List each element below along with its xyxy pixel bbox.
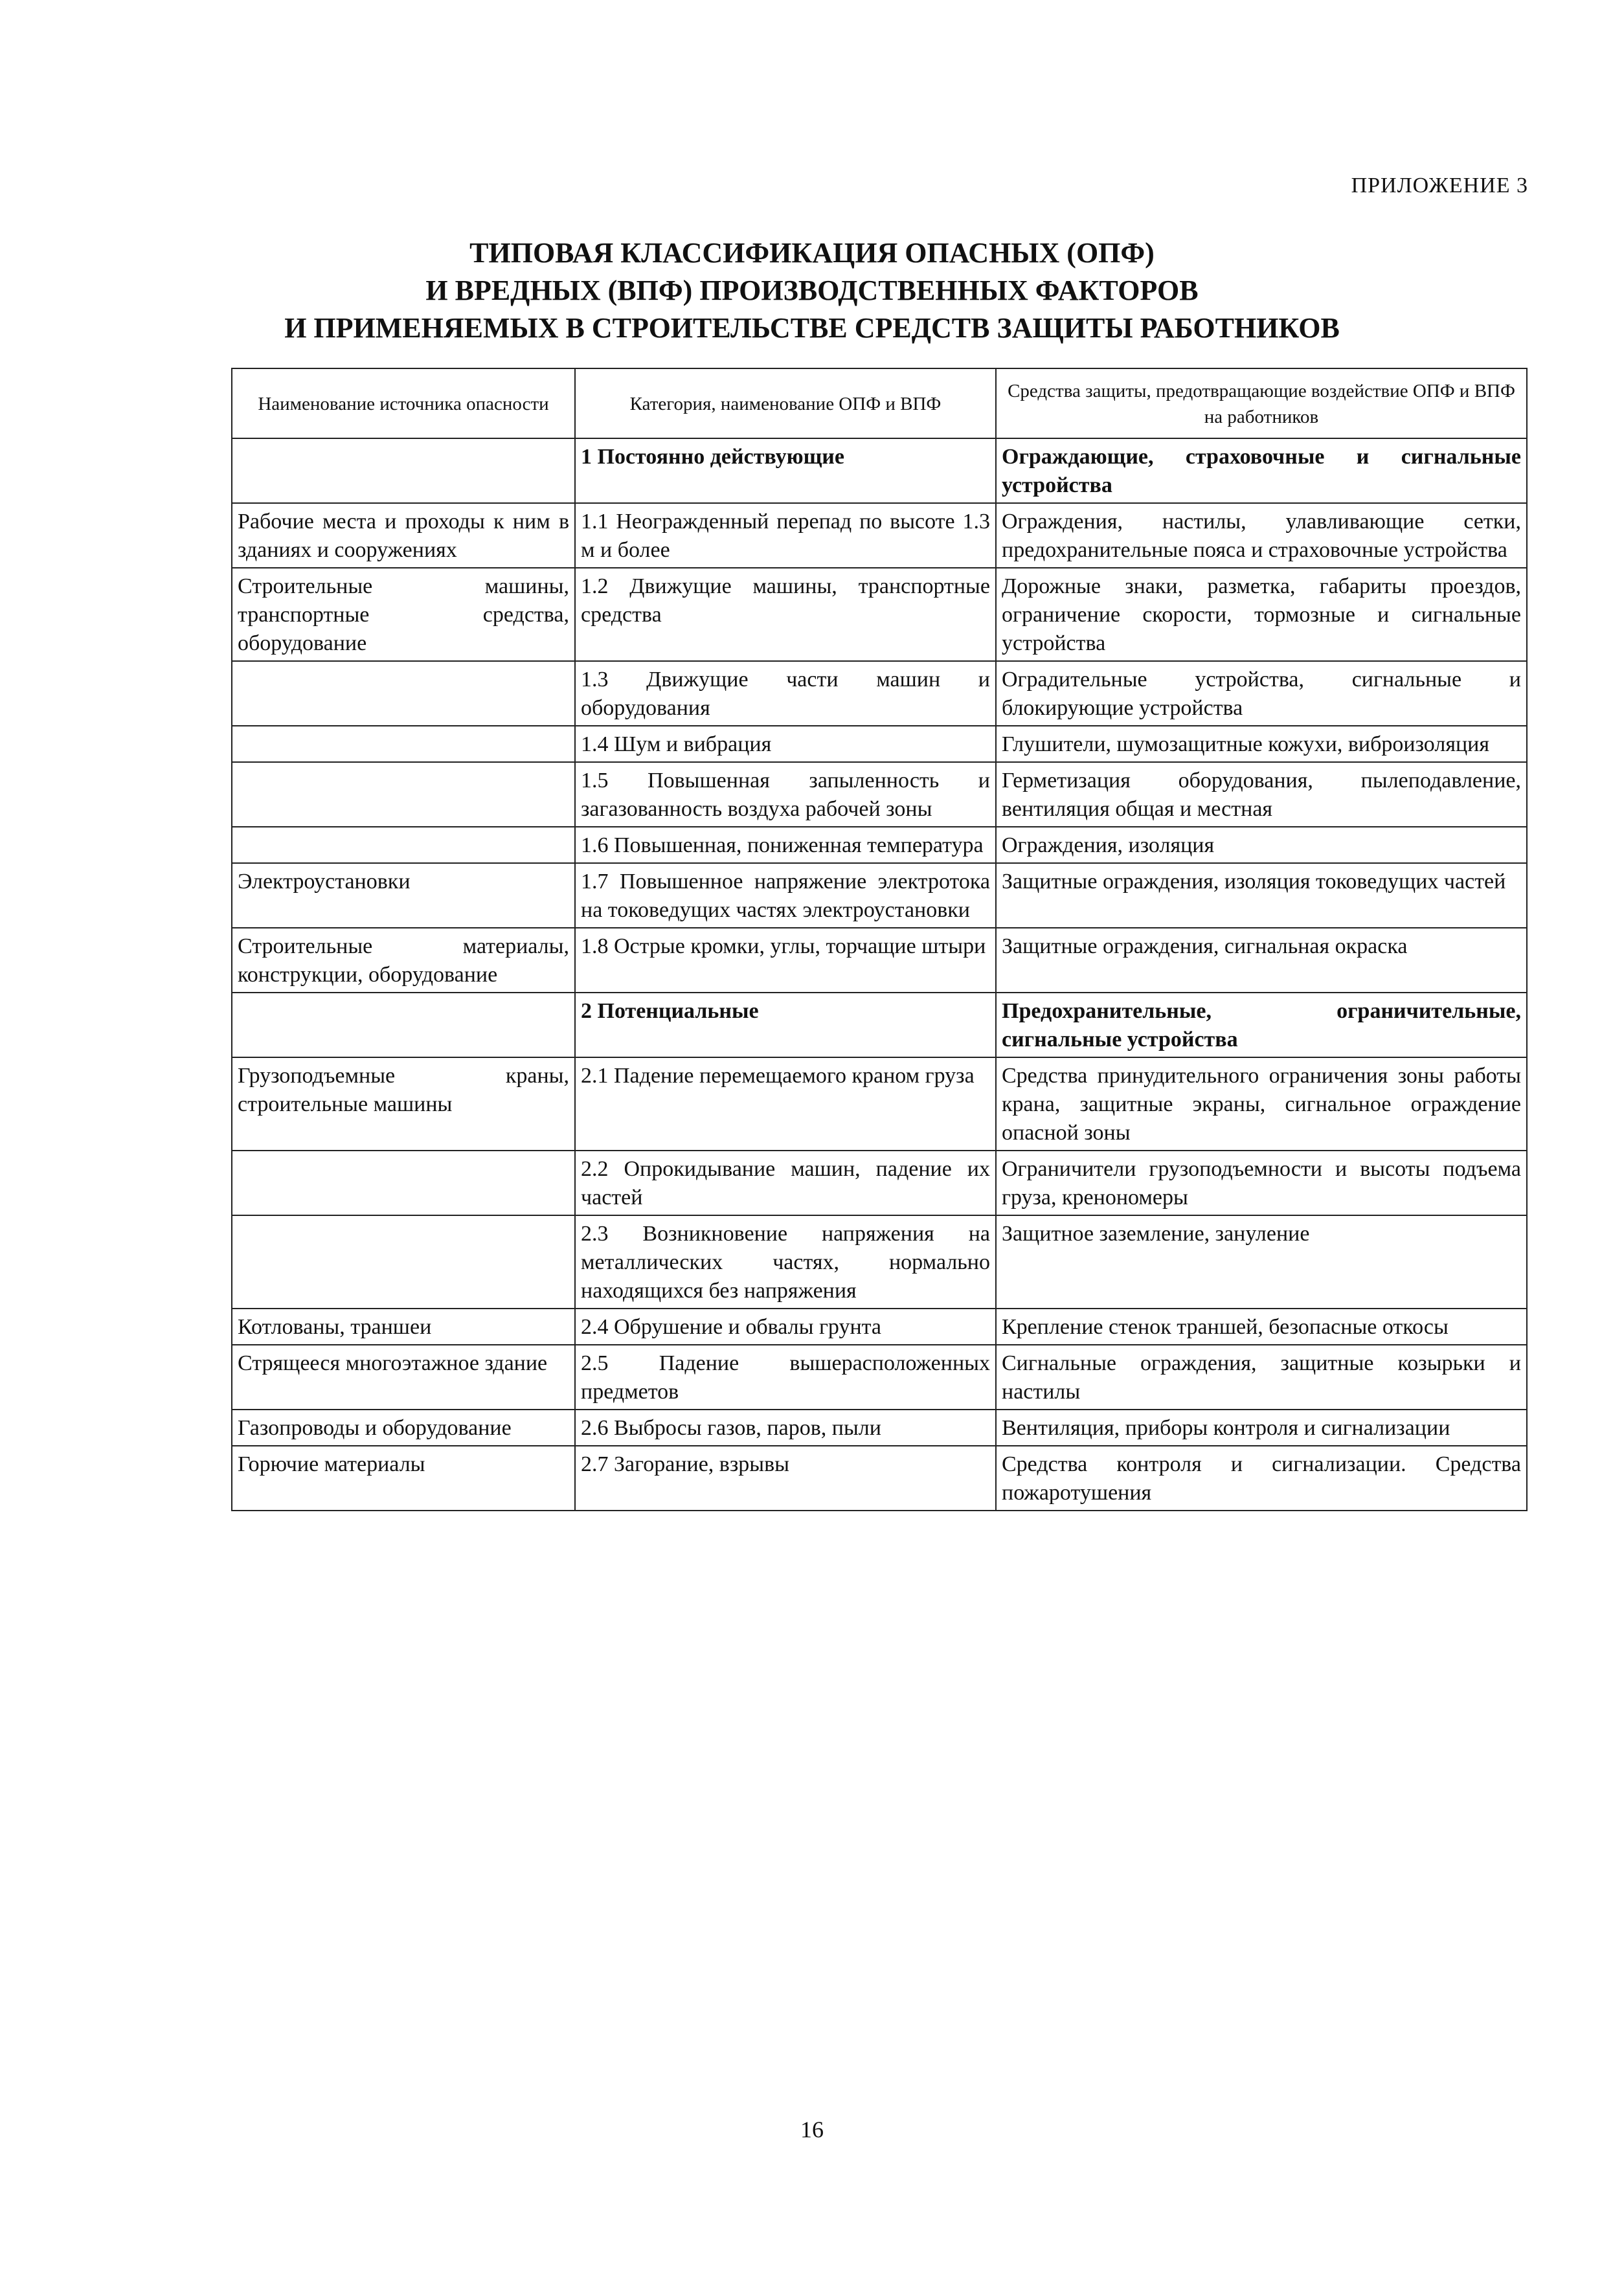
cell-source: Строительные машины, транспортные средства, оборудование <box>232 568 575 661</box>
cell-protection: Ограждения, настилы, улавливающие сетки, предохранительные пояса и страховочные устройства <box>996 503 1527 568</box>
title-line: ТИПОВАЯ КЛАССИФИКАЦИЯ ОПАСНЫХ (ОПФ) <box>469 237 1155 269</box>
cell-protection: Ограждения, изоляция <box>996 827 1527 863</box>
document-title <box>0 234 1624 347</box>
table-row <box>232 661 1527 726</box>
cell-source: Стрящееся многоэтажное здание <box>232 1345 575 1410</box>
table-row <box>232 1446 1527 1511</box>
cell-factor: 1.3 Движущие части машин и оборудования <box>575 661 996 726</box>
header-factor: Категория, наименование ОПФ и ВПФ <box>575 368 996 438</box>
cell-protection: Вентиляция, приборы контроля и сигнализации <box>996 1410 1527 1446</box>
cell-source <box>232 993 575 1057</box>
table-row <box>232 568 1527 661</box>
header-protection: Средства защиты, предотвращающие воздействие ОПФ и ВПФ на работников <box>996 368 1527 438</box>
cell-protection: Защитное заземление, зануление <box>996 1215 1527 1309</box>
table-row <box>232 827 1527 863</box>
cell-protection: Средства принудительного ограничения зоны работы крана, защитные экраны, сигнальное ограждение опасной зоны <box>996 1057 1527 1151</box>
cell-source: Рабочие места и проходы к ним в зданиях и сооружениях <box>232 503 575 568</box>
category-protection-heading: Предохранительные, ограничительные, сигнальные устройства <box>996 993 1527 1057</box>
cell-factor: 1.2 Движущие машины, транспортные средства <box>575 568 996 661</box>
cell-factor: 2.5 Падение вышерасположенных предметов <box>575 1345 996 1410</box>
table-row <box>232 762 1527 827</box>
title-line: И ВРЕДНЫХ (ВПФ) ПРОИЗВОДСТВЕННЫХ ФАКТОРОВ <box>425 275 1199 306</box>
cell-source: Котлованы, траншеи <box>232 1309 575 1345</box>
cell-factor: 1.8 Острые кромки, углы, торчащие штыри <box>575 928 996 993</box>
table-row <box>232 1215 1527 1309</box>
cell-source: Газопроводы и оборудование <box>232 1410 575 1446</box>
cell-source <box>232 1151 575 1215</box>
table-row <box>232 438 1527 503</box>
cell-protection: Оградительные устройства, сигнальные и блокирующие устройства <box>996 661 1527 726</box>
cell-protection: Дорожные знаки, разметка, габариты проездов, ограничение скорости, тормозные и сигнальные устройства <box>996 568 1527 661</box>
cell-factor: 1.4 Шум и вибрация <box>575 726 996 762</box>
table-row <box>232 1309 1527 1345</box>
category-protection-heading: Ограждающие, страховочные и сигнальные устройства <box>996 438 1527 503</box>
cell-protection: Крепление стенок траншей, безопасные откосы <box>996 1309 1527 1345</box>
cell-factor: 1.7 Повышенное напряжение электротока на токоведущих частях электроустановки <box>575 863 996 928</box>
table-row <box>232 726 1527 762</box>
title-line: И ПРИМЕНЯЕМЫХ В СТРОИТЕЛЬСТВЕ СРЕДСТВ ЗАЩИТЫ РАБОТНИКОВ <box>284 312 1340 344</box>
cell-source <box>232 827 575 863</box>
table-row <box>232 1410 1527 1446</box>
cell-factor: 1.1 Неогражденный перепад по высоте 1.3 м и более <box>575 503 996 568</box>
cell-source <box>232 1215 575 1309</box>
cell-factor: 2.6 Выбросы газов, паров, пыли <box>575 1410 996 1446</box>
cell-factor: 1.5 Повышенная запыленность и загазованность воздуха рабочей зоны <box>575 762 996 827</box>
cell-source <box>232 661 575 726</box>
page-number: 16 <box>800 2117 824 2142</box>
table-row <box>232 928 1527 993</box>
cell-protection: Защитные ограждения, изоляция токоведущих частей <box>996 863 1527 928</box>
cell-source: Электроустановки <box>232 863 575 928</box>
cell-source: Строительные материалы, конструкции, оборудование <box>232 928 575 993</box>
cell-factor: 2.1 Падение перемещаемого краном груза <box>575 1057 996 1151</box>
cell-factor: 2.4 Обрушение и обвалы грунта <box>575 1309 996 1345</box>
cell-factor: 2.3 Возникновение напряжения на металлических частях, нормально находящихся без напряжения <box>575 1215 996 1309</box>
cell-factor: 1.6 Повышенная, пониженная температура <box>575 827 996 863</box>
table-row <box>232 1345 1527 1410</box>
cell-protection: Ограничители грузоподъемности и высоты подъема груза, кренономеры <box>996 1151 1527 1215</box>
category-heading: 1 Постоянно действующие <box>575 438 996 503</box>
cell-protection: Средства контроля и сигнализации. Средства пожаротушения <box>996 1446 1527 1511</box>
cell-source <box>232 438 575 503</box>
table-row <box>232 1057 1527 1151</box>
cell-protection: Герметизация оборудования, пылеподавление, вентиляция общая и местная <box>996 762 1527 827</box>
cell-protection: Защитные ограждения, сигнальная окраска <box>996 928 1527 993</box>
table-row <box>232 503 1527 568</box>
cell-factor: 2.7 Загорание, взрывы <box>575 1446 996 1511</box>
cell-source <box>232 762 575 827</box>
appendix-label: ПРИЛОЖЕНИЕ 3 <box>1351 174 1528 197</box>
cell-protection: Сигнальные ограждения, защитные козырьки и настилы <box>996 1345 1527 1410</box>
table-header-row <box>232 368 1527 438</box>
cell-source <box>232 726 575 762</box>
table-row <box>232 1151 1527 1215</box>
category-heading: 2 Потенциальные <box>575 993 996 1057</box>
hazard-classification-table <box>231 368 1528 1511</box>
cell-source: Грузоподъемные краны, строительные машины <box>232 1057 575 1151</box>
table-row <box>232 863 1527 928</box>
header-source: Наименование источника опасности <box>232 368 575 438</box>
cell-protection: Глушители, шумозащитные кожухи, виброизоляция <box>996 726 1527 762</box>
cell-source: Горючие материалы <box>232 1446 575 1511</box>
table-row <box>232 993 1527 1057</box>
cell-factor: 2.2 Опрокидывание машин, падение их частей <box>575 1151 996 1215</box>
